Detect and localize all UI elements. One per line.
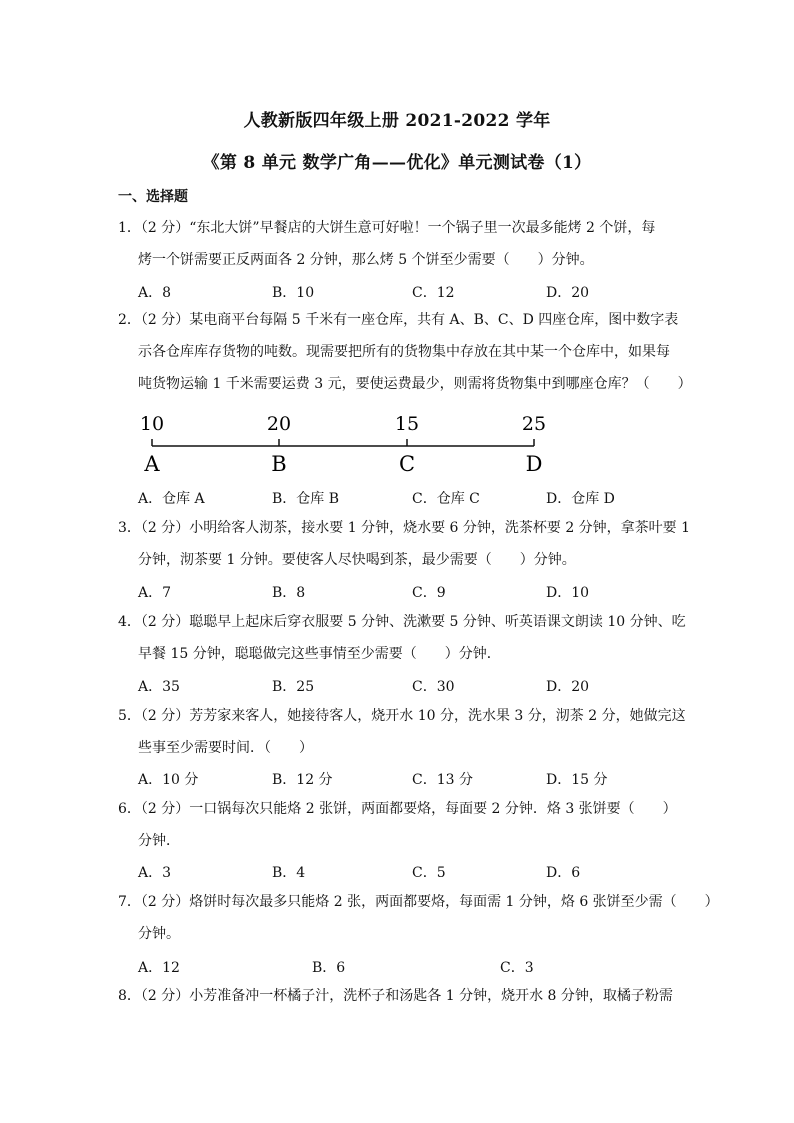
- question-text-line: 5．（2 分）芳芳家来客人，她接待客人，烧开水 10 分，洗水果 3 分，沏茶 2 分，她做完这: [118, 708, 686, 724]
- option-b[interactable]: B．4: [272, 865, 306, 881]
- option-d[interactable]: D．10: [546, 585, 590, 601]
- question-text-line: 些事至少需要时间．（ ）: [138, 740, 313, 756]
- question-text-line: 8．（2 分）小芳准备冲一杯橘子汁，洗杯子和汤匙各 1 分钟，烧开水 8 分钟，取橘子粉需: [118, 988, 673, 1004]
- question-text-line: 烤一个饼需要正反两面各 2 分钟，那么烤 5 个饼至少需要（ ）分钟。: [138, 252, 594, 268]
- question-text-line: 3．（2 分）小明给客人沏茶，接水要 1 分钟，烧水要 6 分钟，洗茶杯要 2 分钟，拿茶叶要 1: [118, 520, 691, 536]
- warehouse-d-label: D: [525, 452, 543, 476]
- number-line-svg: [130, 408, 560, 480]
- question-text-line: 1．（2 分）“东北大饼”早餐店的大饼生意可好啦！一个锅子里一次最多能烤 2 个饼，每: [118, 220, 656, 236]
- option-b[interactable]: B．6: [312, 960, 346, 976]
- section-heading: 一、选择题: [118, 189, 188, 205]
- question-8: [118, 980, 678, 1012]
- question-text-line: 早餐 15 分钟，聪聪做完这些事情至少需要（ ）分钟．: [138, 646, 501, 662]
- question-text-line: 4．（2 分）聪聪早上起床后穿衣服要 5 分钟、洗漱要 5 分钟、听英语课文朗读 10 分钟、吃: [118, 614, 686, 630]
- option-c[interactable]: C．30: [412, 679, 455, 695]
- option-b[interactable]: B．10: [272, 285, 315, 301]
- option-a[interactable]: A．12: [138, 960, 180, 976]
- warehouse-d-tons: 25: [521, 413, 547, 435]
- option-a[interactable]: A．8: [138, 285, 172, 301]
- warehouse-b-label: B: [271, 452, 287, 476]
- question-2: [118, 304, 692, 400]
- warehouse-c-label: C: [398, 452, 416, 476]
- option-d[interactable]: D．20: [546, 679, 590, 695]
- question-text-line: 6．（2 分）一口锅每次只能烙 2 张饼，两面都要烙，每面要 2 分钟．烙 3 张饼要（ ）: [118, 801, 677, 817]
- question-1: [118, 212, 678, 276]
- option-a[interactable]: A．7: [138, 585, 172, 601]
- option-c[interactable]: C．5: [412, 865, 446, 881]
- option-c[interactable]: C．仓库 C: [412, 491, 480, 507]
- question-4: [118, 606, 686, 670]
- question-6: [118, 793, 678, 857]
- warehouse-number-line-figure: [130, 408, 560, 484]
- question-text-line: 分钟，沏茶要 1 分钟。要使客人尽快喝到茶，最少需要（ ）分钟。: [138, 552, 576, 568]
- question-7: [118, 886, 719, 950]
- option-c[interactable]: C．13 分: [412, 772, 473, 788]
- option-a[interactable]: A．3: [138, 865, 172, 881]
- question-text-line: 吨货物运输 1 千米需要运费 3 元，要使运费最少，则需将货物集中到哪座仓库？（ ）: [138, 376, 692, 392]
- option-c[interactable]: C．3: [500, 960, 534, 976]
- question-3: [118, 512, 691, 576]
- question-text-line: 分钟．: [138, 833, 180, 849]
- question-5: [118, 700, 686, 764]
- question-text-line: 2．（2 分）某电商平台每隔 5 千米有一座仓库，共有 A、B、C、D 四座仓库，图中数字表: [118, 312, 679, 328]
- question-text-line: 7．（2 分）烙饼时每次最多只能烙 2 张，两面都要烙，每面需 1 分钟，烙 6 张饼至少需（ ）: [118, 894, 719, 910]
- question-text-line: 分钟。: [138, 926, 180, 942]
- option-a[interactable]: A．10 分: [138, 772, 199, 788]
- exam-title-line1: 人教新版四年级上册 2021-2022 学年: [243, 111, 551, 131]
- option-d[interactable]: D．20: [546, 285, 590, 301]
- option-b[interactable]: B．25: [272, 679, 315, 695]
- warehouse-a-label: A: [144, 452, 160, 476]
- option-d[interactable]: D．15 分: [546, 772, 608, 788]
- option-b[interactable]: B．8: [272, 585, 306, 601]
- warehouse-c-tons: 15: [394, 413, 420, 435]
- option-d[interactable]: D．6: [546, 865, 581, 881]
- exam-title-line2: 《第 8 单元 数学广角——优化》单元测试卷（1）: [202, 153, 592, 173]
- option-a[interactable]: A．仓库 A: [138, 491, 205, 507]
- warehouse-b-tons: 20: [266, 413, 292, 435]
- option-d[interactable]: D．仓库 D: [546, 491, 615, 507]
- warehouse-a-tons: 10: [139, 413, 165, 435]
- option-b[interactable]: B．仓库 B: [272, 491, 340, 507]
- option-b[interactable]: B．12 分: [272, 772, 333, 788]
- option-c[interactable]: C．9: [412, 585, 446, 601]
- option-a[interactable]: A．35: [138, 679, 180, 695]
- option-c[interactable]: C．12: [412, 285, 455, 301]
- question-text-line: 示各仓库库存货物的吨数。现需要把所有的货物集中存放在其中某一个仓库中，如果每: [138, 344, 670, 360]
